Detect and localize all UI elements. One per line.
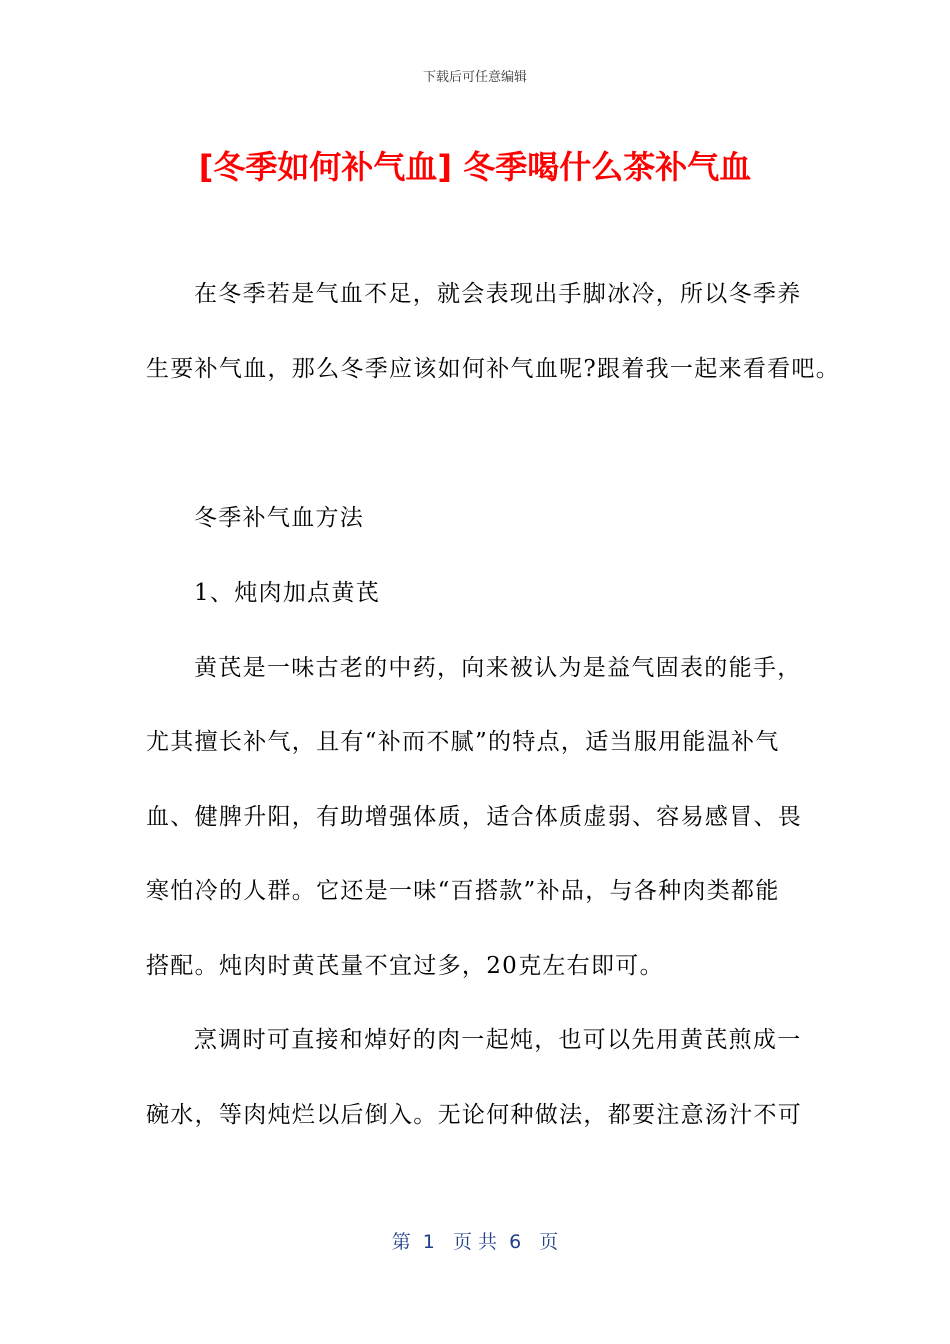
paragraph-line: 寒怕冷的人群。它还是一味“百搭款”补品，与各种肉类都能 [146, 878, 780, 904]
header-note: 下载后可任意编辑 [422, 70, 527, 85]
paragraph-line: 黄芪是一味古老的中药，向来被认为是益气固表的能手， [194, 655, 802, 681]
paragraph-line: 血、健脾升阳，有助增强体质，适合体质虚弱、容易感冒、畏 [146, 804, 803, 830]
paragraph-line: 烹调时可直接和焯好的肉一起炖，也可以先用黄芪煎成一 [194, 1027, 802, 1053]
section-heading: 冬季补气血方法 [194, 505, 365, 531]
paragraph-line: 搭配。炖肉时黄芪量不宜过多，20克左右即可。 [146, 953, 664, 979]
subsection-heading: 1、炖肉加点黄芪 [194, 580, 381, 606]
document-title: [冬季如何补气血] 冬季喝什么茶补气血 [198, 148, 752, 186]
paragraph-line: 生要补气血，那么冬季应该如何补气血呢?跟着我一起来看看吧。 [146, 356, 841, 382]
paragraph-line: 尤其擅长补气，且有“补而不腻”的特点，适当服用能温补气 [146, 729, 780, 755]
paragraph-line: 碗水，等肉炖烂以后倒入。无论何种做法，都要注意汤汁不可 [146, 1102, 803, 1128]
paragraph-line: 在冬季若是气血不足，就会表现出手脚冰冷，所以冬季养 [194, 281, 802, 307]
page-number-footer: 第 1 页 共 6 页 [391, 1231, 559, 1253]
